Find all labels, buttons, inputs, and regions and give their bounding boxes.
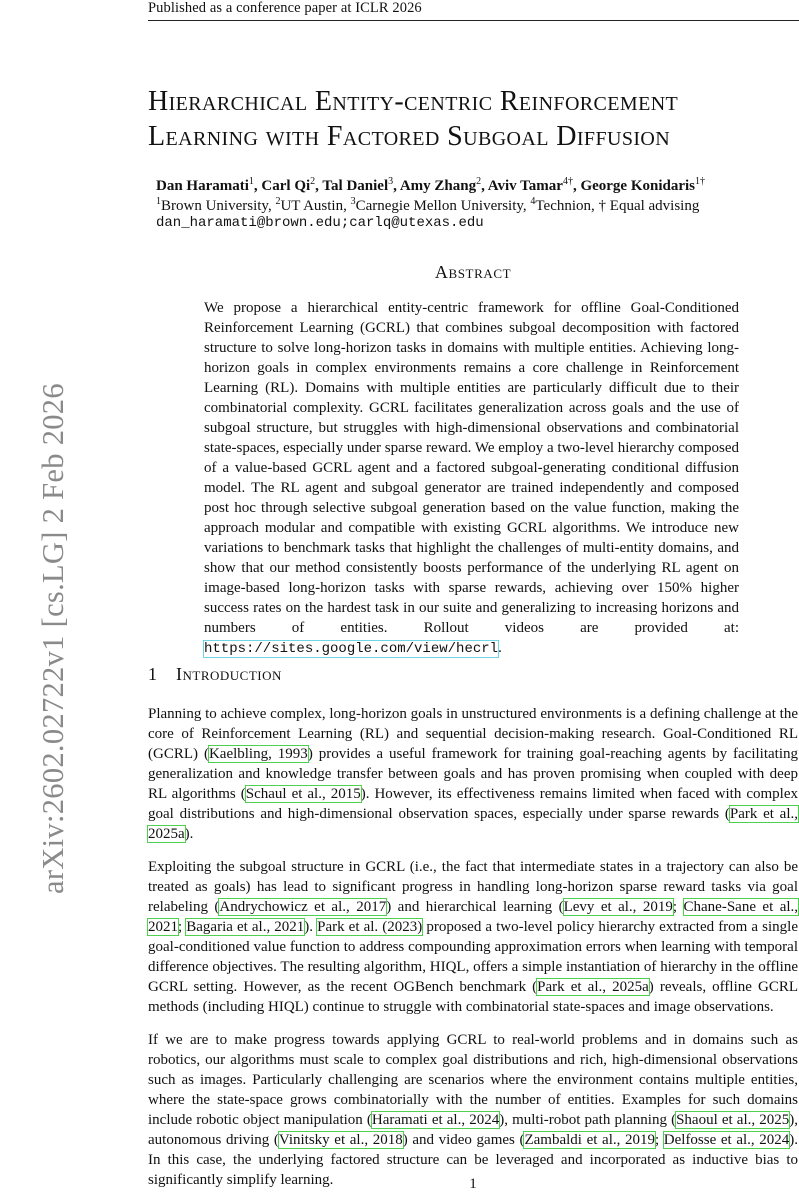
paragraph-text: Exploiting the subgoal structure in GCRL (i.e., the fact that intermediate states in a trajectory can also be treated as goals) has lead to significant progress in handling long-horizon sparse reward tasks via goal relabeling ( (148, 859, 798, 915)
paragraph-text: ; (654, 1132, 664, 1148)
conference-header: Published as a conference paper at ICLR 2026 (148, 0, 422, 16)
citation-link[interactable]: Vinitsky et al., 2018 (278, 1132, 403, 1148)
title-line-1: Hierarchical Entity-centric Reinforcement (148, 86, 679, 117)
paragraph-text: ) provides a useful framework for training goal-reaching agents by facilitating generalization and knowledge transfer between goals and has proven promising when coupled with deep RL algorithms ( (148, 746, 798, 802)
paragraph-text: ; (672, 899, 684, 915)
citation-link[interactable]: Andrychowicz et al., 2017 (219, 899, 387, 915)
introduction-body (148, 704, 798, 1203)
affiliations: $^1$Brown University, $^2$UT Austin, $^3$Carnegie Mellon University, $^4$Technion, † Equal advising (156, 196, 700, 214)
author-list: Dan Haramati$^1$, Carl Qi$^2$, Tal Daniel$^3$, Amy Zhang$^2$, Aviv Tamar$^{4\dagger}$, George Konidaris$^{1\dagger}$ (156, 176, 706, 194)
author: Tal Daniel$^3$ (322, 176, 394, 194)
author: George Konidaris$^{1\dagger}$ (580, 176, 706, 194)
paragraph-text: ). (304, 919, 318, 935)
citation-link[interactable]: Levy et al., 2019 (563, 899, 673, 915)
paragraph-text: ). (184, 826, 194, 842)
intro-paragraph (148, 857, 798, 1017)
paragraph-text: ), autonomous driving ( (148, 1112, 798, 1148)
section-title: Introduction (176, 664, 282, 684)
citation-link[interactable]: Bagaria et al., 2021 (186, 919, 305, 935)
citation-link[interactable]: Park et al., 2025a (537, 979, 649, 995)
intro-paragraph (148, 1030, 798, 1190)
paper-title (148, 84, 799, 154)
citation-link[interactable]: Park et al. (2023) (317, 919, 423, 935)
abstract-text: We propose a hierarchical entity-centric framework for offline Goal-Conditioned Reinforcement Learning (GCRL) that combines subgoal decomposition with factored structure to solve long-horizon tasks in domains with multiple entities. Achieving long-horizon goals in complex environments remains a core challenge in Reinforcement Learning (RL). Domains with multiple entities are particularly difficult due to their combinatorial complexity. GCRL facilitates generalization across goals and the use of subgoal structure, but struggles with high-dimensional observations and combinatorial state-spaces, especially under sparse reward. We employ a two-level hierarchy composed of a value-based GCRL agent and a factored subgoal-generating conditional diffusion model. The RL agent and subgoal generator are trained independently and composed post hoc through selective subgoal generation based on the value function, making the approach modular and compatible with existing GCRL algorithms. We introduce new variations to benchmark tasks that highlight the challenges of multi-entity domains, and show that our method consistently boosts performance of the underlying RL agent on image-based long-horizon tasks with sparse rewards, achieving over 150% higher success rates on the hardest task in our suite and generalizing to increasing horizons and numbers of entities. Rollout videos are provided at: (204, 300, 739, 636)
intro-paragraph (148, 704, 798, 844)
paragraph-text: Planning to achieve complex, long-horizon goals in unstructured environments is a defining challenge at the core of Reinforcement Learning (RL) and sequential decision-making research. Goal-Conditioned RL (GCRL) ( (148, 706, 798, 762)
author-emails[interactable]: dan_haramati@brown.edu;carlq@utexas.edu (156, 215, 484, 231)
citation-link[interactable]: Haramati et al., 2024 (371, 1112, 500, 1128)
abstract-heading: Abstract (434, 262, 512, 282)
paragraph-text: ). In this case, the underlying factored structure can be leveraged and incorporated as inductive bias to significantly simplify learning. (148, 1132, 799, 1188)
paragraph-text: ), multi-robot path planning ( (499, 1112, 677, 1128)
paragraph-text: ) and hierarchical learning ( (386, 899, 564, 915)
citation-link[interactable]: Kaelbling, 1993 (208, 746, 308, 762)
citation-link[interactable]: Chane-Sane et al., 2021 (148, 899, 799, 935)
paragraph-text: proposed a two-level policy hierarchy extracted from a single goal-conditioned value function to address compounding approximation errors when learning with temporal difference objectives. The resulting algorithm, HIQL, offers a simple instantiation of hierarchy in the offline GCRL setting. However, as the recent OGBench benchmark ( (148, 919, 798, 995)
citation-link[interactable]: Zambaldi et al., 2019 (524, 1132, 655, 1148)
arxiv-watermark: arXiv:2602.02722v1 [cs.LG] 2 Feb 2026 (36, 383, 70, 894)
abstract-body: We propose a hierarchical entity-centric framework for offline Goal-Conditioned Reinforcement Learning (GCRL) that combines subgoal decomposition with factored structure to solve long-horizon tasks in domains with multiple entities. Achieving long-horizon goals in complex environments remains a core challenge in Reinforcement Learning (RL). Domains with multiple entities are particularly difficult due to their combinatorial complexity. GCRL facilitates generalization across goals and the use of subgoal structure, but struggles with high-dimensional observations and combinatorial state-spaces, especially under sparse reward. We employ a two-level hierarchy composed of a value-based GCRL agent and a factored subgoal-generating conditional diffusion model. The RL agent and subgoal generator are trained independently and composed post hoc through selective subgoal generation based on the value function, making the approach modular and compatible with existing GCRL algorithms. We introduce new variations to benchmark tasks that highlight the challenges of multi-entity domains, and show that our method consistently boosts performance of the underlying RL agent on image-based long-horizon tasks with sparse rewards, achieving over 150% higher success rates on the hardest task in our suite and generalizing to increasing horizons and numbers of entities. Rollout videos are provided at: https://sites.google.com/view/hecrl. (204, 300, 739, 657)
author: Dan Haramati$^1$ (156, 176, 254, 194)
paragraph-text: ) and video games ( (402, 1132, 525, 1148)
paragraph-text: ). However, its effectiveness remains limited when faced with complex goal distributions and high-dimensional observation spaces, especially under sparse rewards ( (148, 786, 798, 822)
citation-link[interactable]: Shaoul et al., 2025 (676, 1112, 790, 1128)
rollout-videos-link[interactable]: https://sites.google.com/view/hecrl (204, 641, 499, 657)
author: Aviv Tamar$^{4\dagger}$ (487, 176, 573, 194)
title-line-2: Learning with Factored Subgoal Diffusion (148, 121, 671, 152)
citation-link[interactable]: Schaul et al., 2015 (245, 786, 361, 802)
section-heading-introduction (148, 664, 282, 685)
page-number: 1 (469, 1176, 477, 1192)
author: Amy Zhang$^2$ (399, 176, 482, 194)
author: Carl Qi$^2$ (261, 176, 316, 194)
citation-link[interactable]: Delfosse et al., 2024 (663, 1132, 790, 1148)
paragraph-text: If we are to make progress towards applying GCRL to real-world problems and in domains such as robotics, our algorithms must scale to complex goal distributions and rich, high-dimensional observations such as images. Particularly challenging are scenarios where the environment contains multiple entities, where the state-space grows combinatorially with the number of entities. Examples for such domains include robotic object manipulation ( (148, 1032, 798, 1128)
citation-link[interactable]: Park et al., 2025a (148, 806, 798, 842)
paragraph-text: ; (178, 919, 187, 935)
section-number: 1 (148, 664, 158, 684)
paragraph-text: ) reveals, offline GCRL methods (including HIQL) continue to struggle with combinatorial state-spaces and image observations. (148, 979, 798, 1015)
header-rule (148, 20, 799, 21)
